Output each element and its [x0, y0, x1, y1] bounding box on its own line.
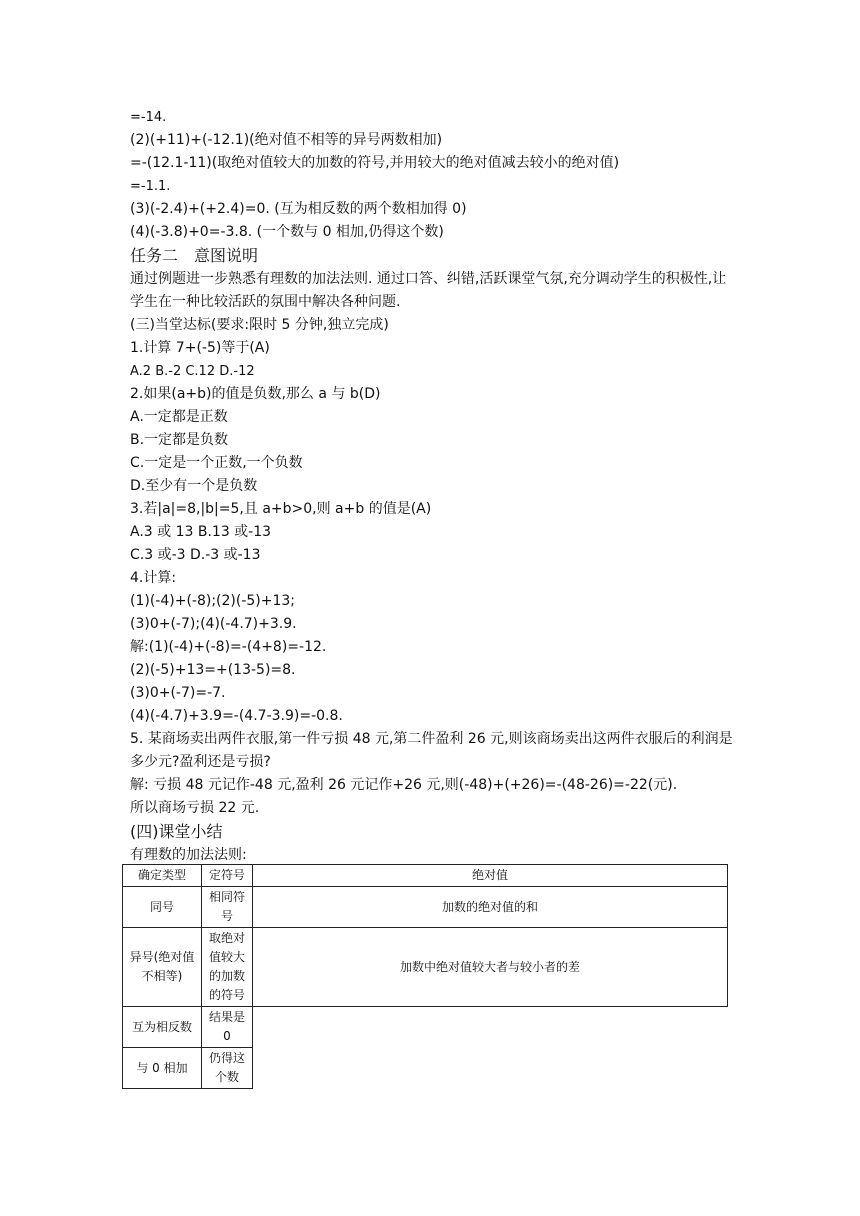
table-cell: 互为相反数: [123, 1007, 202, 1048]
text-line: =-14.: [130, 110, 167, 125]
text-line: =-(12.1-11)(取绝对值较大的加数的符号,并用较大的绝对值减去较小的绝对值): [130, 155, 620, 171]
text-line: 3.若|a|=8,|b|=5,且 a+b>0,则 a+b 的值是(A): [130, 501, 432, 517]
table-header-cell: 绝对值: [253, 865, 728, 887]
text-line: (4)(-4.7)+3.9=-(4.7-3.9)=-0.8.: [130, 708, 343, 724]
text-line: 2.如果(a+b)的值是负数,那么 a 与 b(D): [130, 386, 381, 402]
table-cell: 加数中绝对值较大者与较小者的差: [253, 928, 728, 1007]
text-line: (1)(-4)+(-8);(2)(-5)+13;: [130, 593, 296, 609]
table-row: [123, 928, 728, 1007]
text-line: C.一定是一个正数,一个负数: [130, 455, 303, 471]
table-cell: 加数的绝对值的和: [253, 887, 728, 928]
text-line: B.一定都是负数: [130, 432, 229, 448]
text-line: A.一定都是正数: [130, 409, 228, 425]
text-line: (3)0+(-7);(4)(-4.7)+3.9.: [130, 616, 297, 632]
table-header-row: [123, 865, 728, 887]
table-row: [123, 1048, 728, 1089]
table-cell-empty: [253, 1048, 728, 1089]
text-line: (4)(-3.8)+0=-3.8. (一个数与 0 相加,仍得这个数): [130, 224, 444, 240]
table-cell: 仍得这个数: [202, 1048, 253, 1089]
table-cell: 与 0 相加: [123, 1048, 202, 1089]
text-line: (3)(-2.4)+(+2.4)=0. (互为相反数的两个数相加得 0): [130, 201, 467, 217]
text-line: D.至少有一个是负数: [130, 478, 258, 494]
text-line: (3)0+(-7)=-7.: [130, 685, 226, 701]
text-line: =-1.1.: [130, 179, 171, 194]
text-line: 1.计算 7+(-5)等于(A): [130, 340, 270, 356]
table-cell: 取绝对值较大的加数的符号: [202, 928, 253, 1007]
text-line: 4.计算:: [130, 570, 177, 586]
table-row: [123, 887, 728, 928]
text-line: (三)当堂达标(要求:限时 5 分钟,独立完成): [130, 317, 389, 333]
table-cell: 同号: [123, 887, 202, 928]
document-body: [130, 106, 740, 867]
table-cell: 结果是 0: [202, 1007, 253, 1048]
text-line: 解: 亏损 48 元记作-48 元,盈利 26 元记作+26 元,则(-48)+(+26)=-(48-26)=-22(元).: [130, 777, 678, 793]
text-line: (2)(+11)+(-12.1)(绝对值不相等的异号两数相加): [130, 132, 443, 148]
paragraph: 通过例题进一步熟悉有理数的加法法则. 通过口答、纠错,活跃课堂气氛,充分调动学生的积极性,让学生在一种比较活跃的氛围中解决各种问题.: [130, 271, 727, 310]
text-line: 所以商场亏损 22 元.: [130, 800, 260, 816]
text-line: 有理数的加法法则:: [130, 847, 247, 863]
paragraph: 5. 某商场卖出两件衣服,第一件亏损 48 元,第二件盈利 26 元,则该商场卖出这两件衣服后的利润是多少元?盈利还是亏损?: [130, 731, 733, 770]
table-cell-empty: [253, 1007, 728, 1048]
text-line: C.3 或-3 D.-3 或-13: [130, 547, 261, 563]
table-header-cell: 确定类型: [123, 865, 202, 887]
text-line: A.2 B.-2 C.12 D.-12: [130, 364, 255, 379]
table-header-cell: 定符号: [202, 865, 253, 887]
table-cell: 异号(绝对值不相等): [123, 928, 202, 1007]
text-line: (2)(-5)+13=+(13-5)=8.: [130, 662, 296, 678]
addition-rules-table: [122, 864, 728, 1089]
text-line: A.3 或 13 B.13 或-13: [130, 524, 272, 540]
table-row: [123, 1007, 728, 1048]
section-heading: 任务二 意图说明: [130, 246, 259, 265]
table-cell: 相同符号: [202, 887, 253, 928]
text-line: 解:(1)(-4)+(-8)=-(4+8)=-12.: [130, 639, 327, 655]
section-heading: (四)课堂小结: [130, 822, 223, 841]
